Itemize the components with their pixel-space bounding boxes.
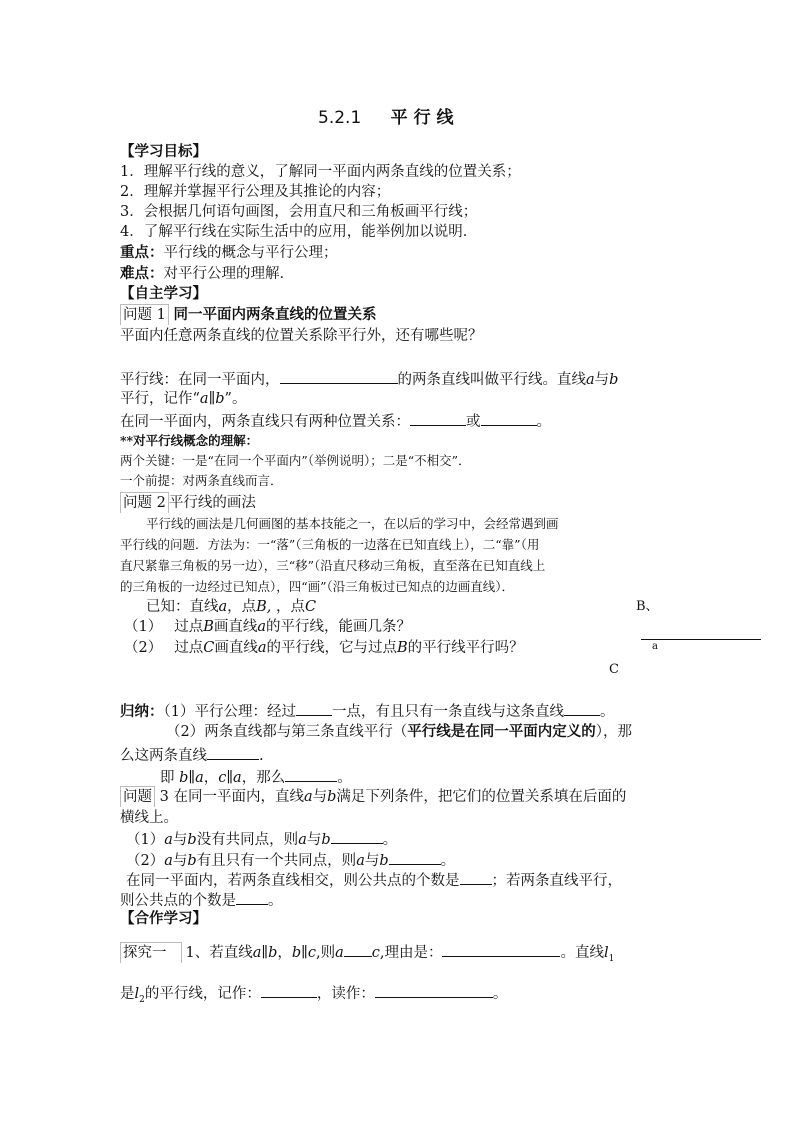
answer-blank[interactable] bbox=[331, 828, 383, 844]
understanding-title: **对平行线概念的理解： bbox=[120, 433, 259, 448]
answer-blank[interactable] bbox=[442, 941, 560, 957]
figure-point-b-label: B、 bbox=[636, 599, 659, 614]
answer-blank[interactable] bbox=[375, 982, 493, 998]
goal-item-3: 3．会根据几何语句画图，会用直尺和三角板画平行线； bbox=[120, 204, 478, 220]
answer-blank[interactable] bbox=[344, 941, 372, 957]
method-line-1: 平行线的画法是几何画图的基本技能之一，在以后的学习中，会经常遇到画 bbox=[146, 516, 559, 531]
method-line-4: 的三角板的一边经过已知点），四“画”（沿三角板过已知点的边画直线）． bbox=[120, 579, 515, 594]
sub-question-1: （1） 过点B画直线a的平行线，能画几条？ bbox=[124, 619, 412, 635]
answer-blank[interactable] bbox=[296, 700, 332, 716]
title-number: 5.2.1 bbox=[318, 108, 362, 128]
difficulty: 难点：对平行公理的理解． bbox=[120, 266, 294, 282]
explore-label: 探究一 bbox=[120, 942, 182, 963]
understanding-1: 两个关键：一是“在同一个平面内”（举例说明）；二是“不相交”． bbox=[120, 453, 471, 468]
answer-blank[interactable] bbox=[285, 766, 337, 782]
answer-blank[interactable] bbox=[207, 744, 259, 760]
understanding-2: 一个前提：对两条直线而言． bbox=[120, 473, 283, 488]
goal-item-2: 2．理解并掌握平行公理及其推论的内容； bbox=[120, 184, 391, 200]
page-title bbox=[318, 107, 454, 129]
parallel-notation: 平行，记作“a∥b”。 bbox=[120, 391, 247, 407]
position-relation: 在同一平面内，两条直线只有两种位置关系： 或 。 bbox=[120, 410, 551, 432]
summary-line-3: 么这两条直线 . bbox=[120, 744, 264, 766]
answer-blank[interactable] bbox=[481, 410, 537, 426]
answer-blank[interactable] bbox=[410, 410, 466, 426]
question-3-line-2: 横线上。 bbox=[120, 810, 178, 826]
key-point: 重点：平行线的概念与平行公理； bbox=[120, 245, 338, 261]
self-study-header: 【自主学习】 bbox=[120, 286, 207, 302]
sub-question-2: （2） 过点C画直线a的平行线，它与过点B的平行线平行吗？ bbox=[124, 640, 524, 656]
explore-1-line-1: 探究一 1、若直线a∥b，b∥c,则a c,理由是： 。直线$l_1$ bbox=[120, 941, 614, 969]
question-1-heading: 问题 1 同一平面内两条直线的位置关系 bbox=[120, 304, 376, 325]
coop-header: 【合作学习】 bbox=[120, 911, 207, 927]
question-1-text: 平面内任意两条直线的位置关系除平行外，还有哪些呢？ bbox=[120, 328, 483, 344]
goals-header: 【学习目标】 bbox=[120, 144, 207, 160]
condition-2: （2）a与b有且只有一个共同点，则a与b 。 bbox=[126, 849, 455, 871]
intersection-count-2: 则公共点的个数是 。 bbox=[120, 889, 283, 911]
answer-blank[interactable] bbox=[261, 982, 317, 998]
figure-line-a bbox=[641, 639, 761, 640]
intersection-count-1: 在同一平面内，若两条直线相交，则公共点的个数是 ；若两条直线平行， bbox=[126, 869, 622, 891]
condition-1: （1）a与b没有共同点，则a与b 。 bbox=[126, 828, 397, 850]
question-3-line-1: 问题 3 在同一平面内，直线a与b满足下列条件，把它们的位置关系填在后面的 bbox=[120, 786, 626, 807]
question-2-heading: 问题 2 平行线的画法 bbox=[120, 492, 256, 513]
explore-1-line-2: 是$l_2$的平行线，记作： ，读作： 。 bbox=[120, 982, 507, 1010]
summary-line-2: （2）两条直线都与第三条直线平行（平行线是在同一平面内定义的），那 bbox=[166, 724, 632, 740]
answer-blank[interactable] bbox=[389, 849, 441, 865]
known-line: 已知：直线a，点B, ，点C bbox=[146, 599, 317, 615]
summary-line-4: 即 b∥a，c∥a，那么 。 bbox=[160, 766, 352, 788]
figure-line-a-label: a bbox=[652, 641, 658, 652]
method-line-2: 平行线的问题．方法为：一“落”（三角板的一边落在已知直线上），二“靠”（用 bbox=[120, 537, 540, 552]
answer-blank[interactable] bbox=[280, 368, 398, 384]
summary-line-1: 归纳：（1）平行公理：经过 一点，有且只有一条直线与这条直线 。 bbox=[120, 700, 614, 722]
figure-point-c-label: C bbox=[609, 662, 619, 677]
answer-blank[interactable] bbox=[460, 869, 492, 885]
answer-blank[interactable] bbox=[564, 700, 600, 716]
parallel-definition: 平行线：在同一平面内， 的两条直线叫做平行线。直线a与b bbox=[120, 368, 618, 390]
method-line-3: 直尺紧靠三角板的另一边），三“移”（沿直尺移动三角板，直至落在已知直线上 bbox=[120, 558, 546, 573]
answer-blank[interactable] bbox=[236, 889, 268, 905]
goal-item-1: 1．理解平行线的意义，了解同一平面内两条直线的位置关系； bbox=[120, 164, 521, 180]
goal-item-4: 4．了解平行线在实际生活中的应用，能举例加以说明． bbox=[120, 224, 478, 240]
title-text: 平 行 线 bbox=[390, 108, 454, 128]
